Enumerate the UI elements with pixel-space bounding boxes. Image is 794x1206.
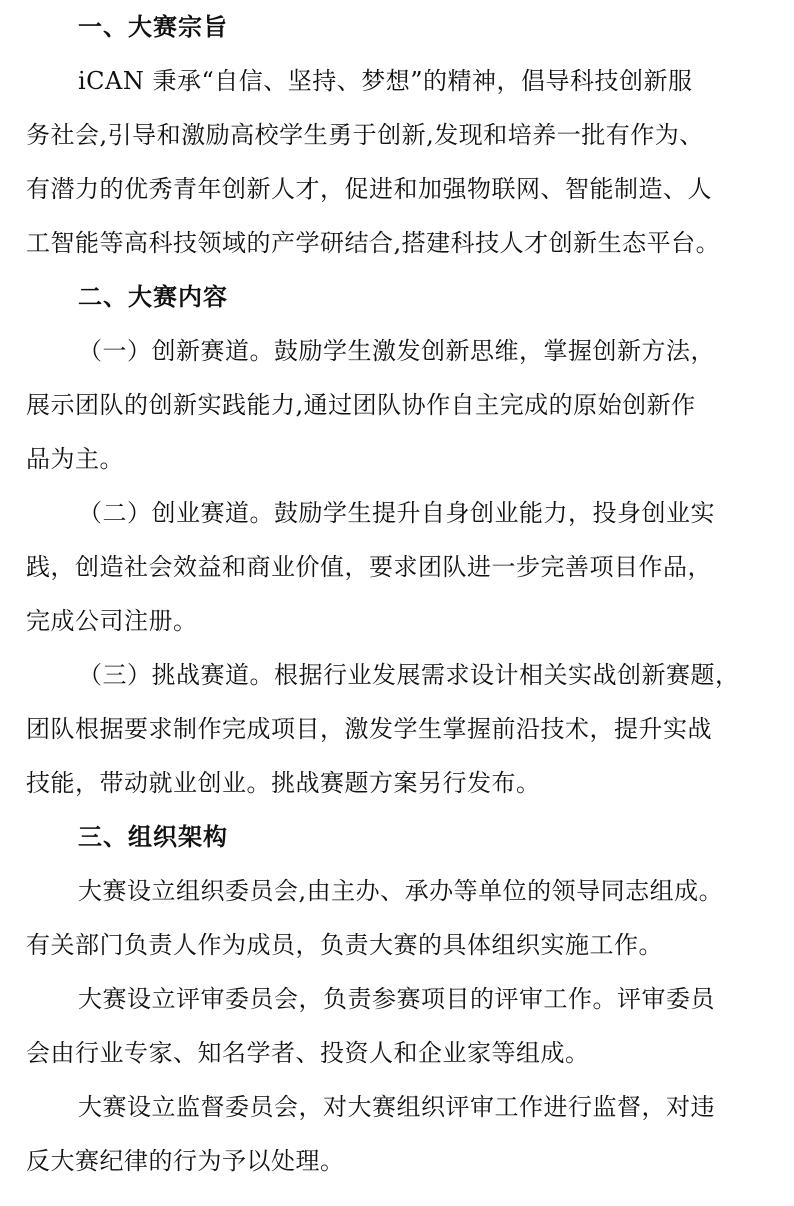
text-line: 大赛设立组织委员会,由主办、承办等单位的领导同志组成。 (78, 877, 724, 905)
text-line: 完成公司注册。 (26, 607, 198, 635)
section-heading-purpose: 一、大赛宗旨 (78, 13, 228, 41)
text-line: 团队根据要求制作完成项目，激发学生掌握前沿技术，提升实战 (26, 715, 712, 743)
section-heading-organization: 三、组织架构 (78, 823, 228, 851)
text-line: （三）挑战赛道。根据行业发展需求设计相关实战创新赛题， (78, 661, 740, 689)
text-line: （二）创业赛道。鼓励学生提升自身创业能力，投身创业实 (78, 499, 715, 527)
text-line: 会由行业专家、知名学者、投资人和企业家等组成。 (26, 1039, 590, 1067)
text-line: 反大赛纪律的行为予以处理。 (26, 1147, 345, 1175)
paragraph-supervisory-committee (26, 1080, 776, 1188)
paragraph-purpose (26, 54, 776, 270)
document-body (26, 0, 776, 1188)
text-line: 大赛设立监督委员会，对大赛组织评审工作进行监督，对违 (78, 1093, 715, 1121)
text-line: 大赛设立评审委员会，负责参赛项目的评审工作。评审委员 (78, 985, 715, 1013)
paragraph-organizing-committee (26, 864, 776, 972)
paragraph-review-committee (26, 972, 776, 1080)
text-line: 有潜力的优秀青年创新人才，促进和加强物联网、智能制造、人 (26, 175, 712, 203)
text-line: 品为主。 (26, 445, 124, 473)
section-heading-content: 二、大赛内容 (78, 283, 228, 311)
text-line: 践，创造社会效益和商业价值，要求团队进一步完善项目作品， (26, 553, 712, 581)
text-line: 有关部门负责人作为成员，负责大赛的具体组织实施工作。 (26, 931, 663, 959)
paragraph-startup-track (26, 486, 776, 648)
paragraph-challenge-track (26, 648, 776, 810)
text-line: 技能，带动就业创业。挑战赛题方案另行发布。 (26, 769, 541, 797)
text-line: （一）创新赛道。鼓励学生激发创新思维，掌握创新方法， (78, 337, 715, 365)
text-line: iCAN 秉承“自信、坚持、梦想”的精神，倡导科技创新服 (78, 67, 693, 95)
text-line: 工智能等高科技领域的产学研结合,搭建科技人才创新生态平台。 (26, 229, 721, 257)
text-line: 务社会,引导和激励高校学生勇于创新,发现和培养一批有作为、 (26, 121, 704, 149)
paragraph-innovation-track (26, 324, 776, 486)
text-line: 展示团队的创新实践能力,通过团队协作自主完成的原始创新作 (26, 391, 696, 419)
